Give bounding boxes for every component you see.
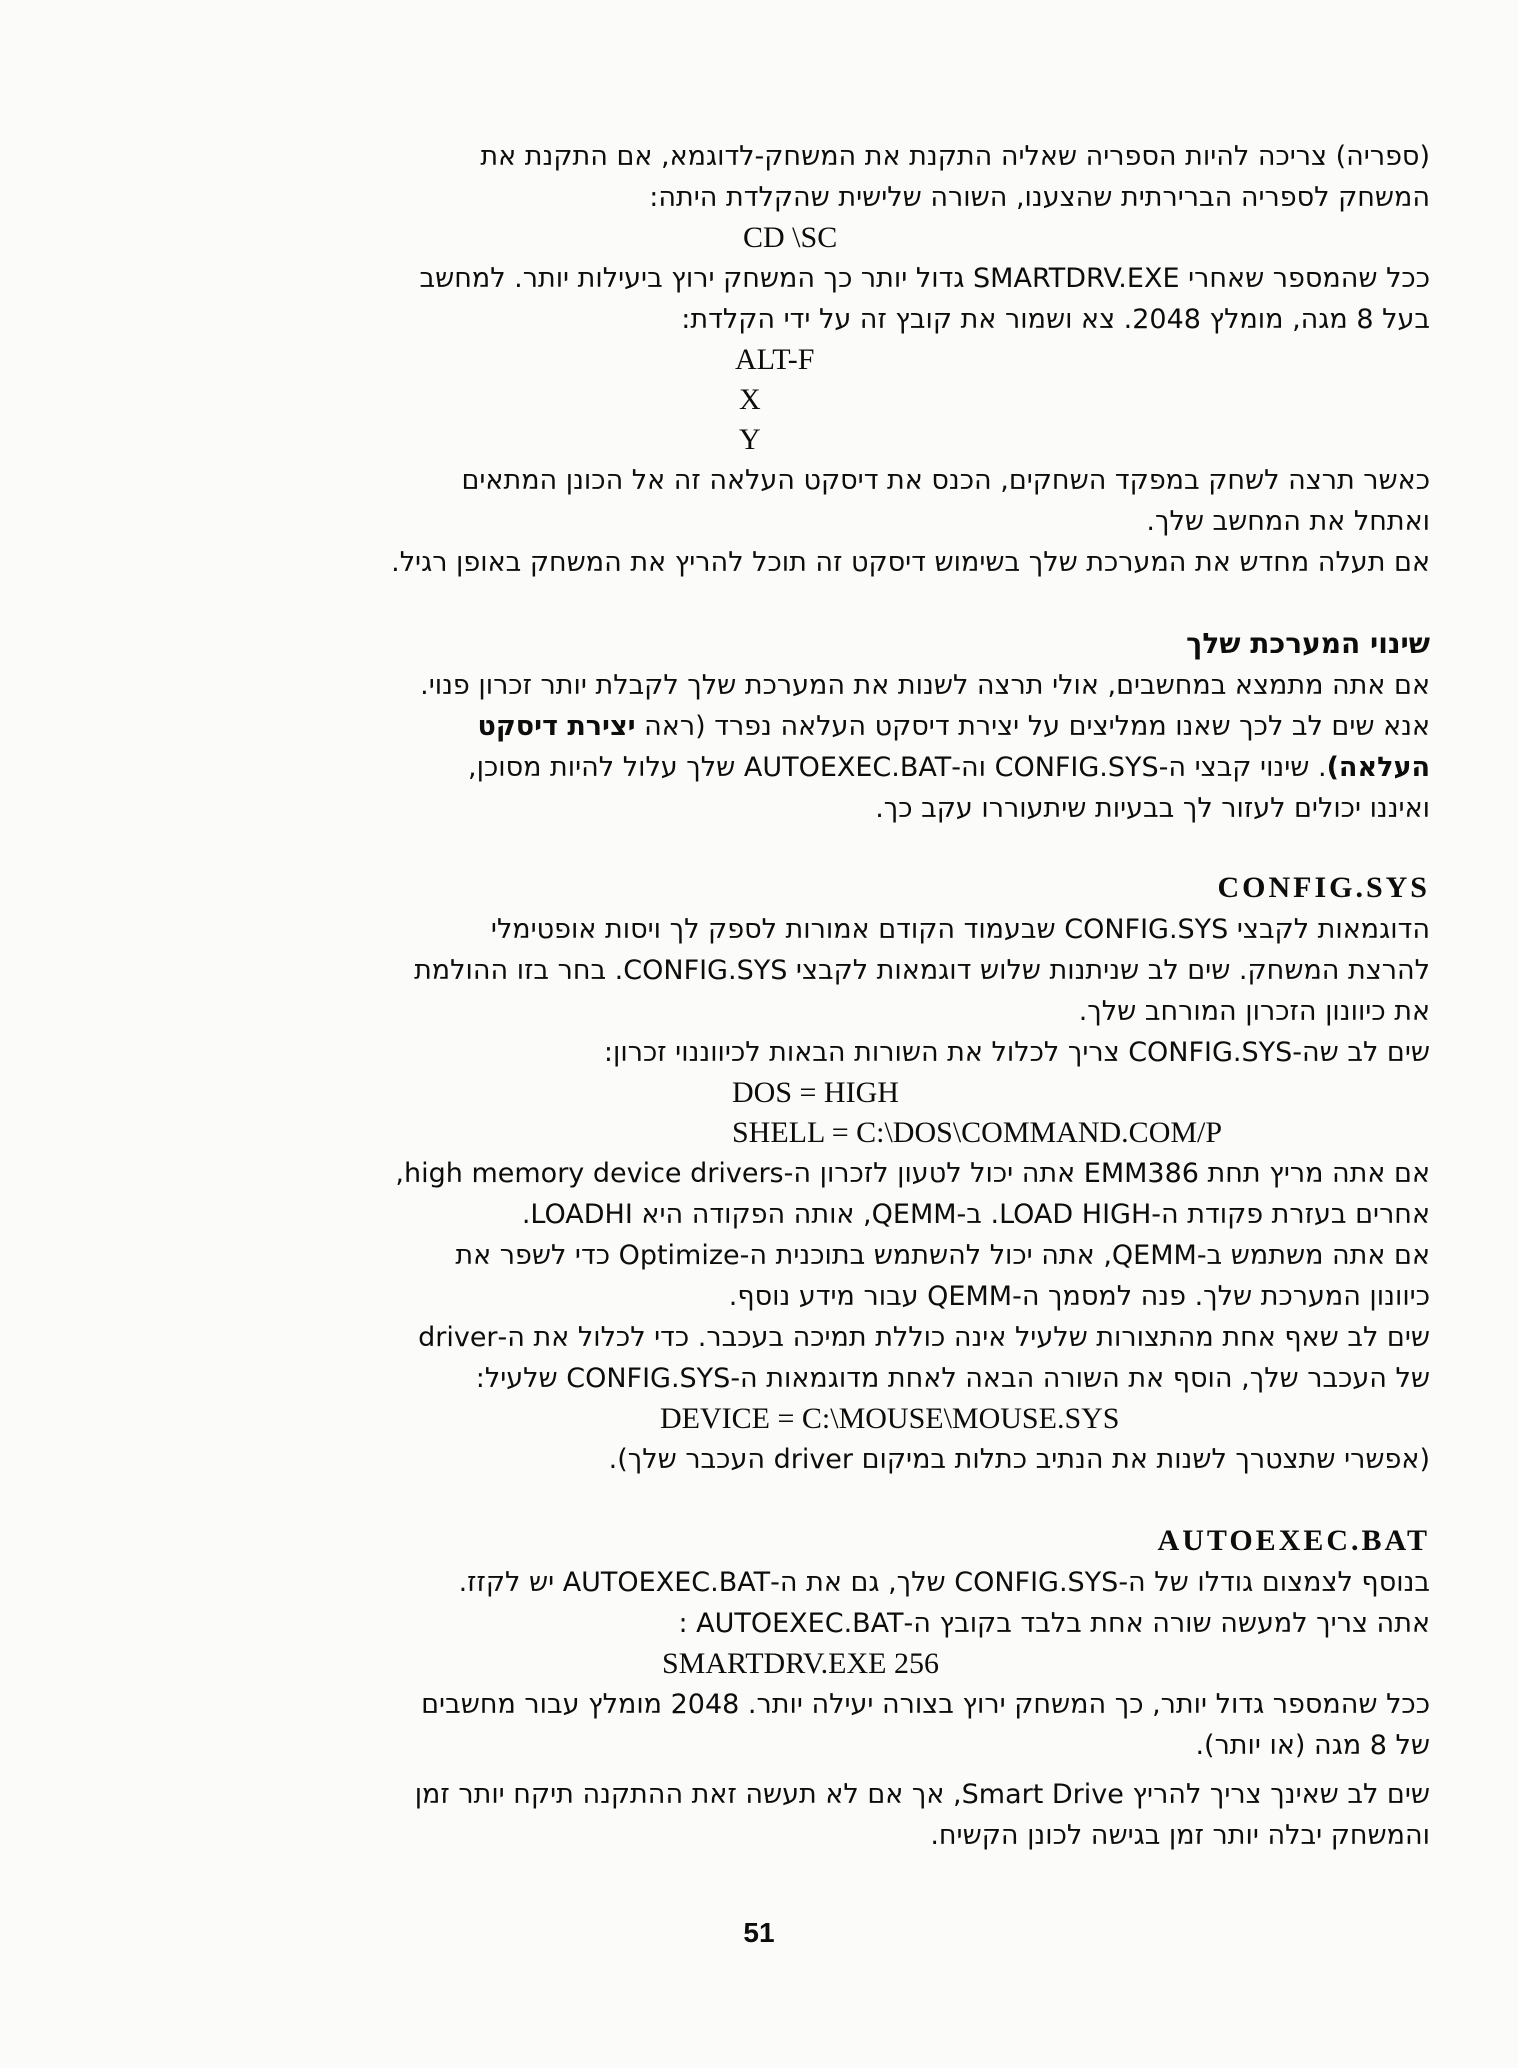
text-line: בעל 8 מגה, מומלץ 2048. צא ושמור את קובץ זה על ידי הקלדת: (681, 304, 1430, 335)
text-line: אחרים בעזרת פקודת ה-LOAD HIGH. ב-QEMM, אותה הפקודה היא LOADHI. (521, 1199, 1430, 1230)
text-line: להרצת המשחק. שים לב שניתנות שלוש דוגמאות לקבצי CONFIG.SYS. בחר בזו ההולמת (414, 955, 1430, 986)
paragraph-mouse-path (150, 1439, 1430, 1480)
paragraph-smartdrv-note (150, 258, 1430, 340)
text-span: . שינוי קבצי ה-CONFIG.SYS וה-AUTOEXEC.BAT שלך עלול להיות מסוכן, (468, 752, 1327, 783)
text-line: ואתחל את המחשב שלך. (1146, 506, 1430, 537)
section-heading-config-sys: CONFIG.SYS (1217, 871, 1430, 904)
paragraph-config-examples (150, 909, 1430, 1073)
text-line: את כיוונון הזכרון המורחב שלך. (1078, 996, 1430, 1027)
code-line-y: Y (739, 423, 761, 456)
paragraph-autoexec (150, 1562, 1430, 1644)
text-line: כיוונון המערכת שלך. פנה למסמך ה-QEMM עבור מידע נוסף. (728, 1281, 1430, 1312)
text-line: ככל שהמספר גדול יותר, כך המשחק ירוץ בצורה יעילה יותר. 2048 מומלץ עבור מחשבים (421, 1689, 1430, 1720)
text-line: המשחק לספריה הברירתית שהצענו, השורה שלישית שהקלדת היתה: (649, 182, 1430, 213)
code-line-alt-f: ALT-F (735, 343, 815, 376)
code-line-device-mouse: DEVICE = C:\MOUSE\MOUSE.SYS (660, 1402, 1120, 1435)
text-line: שים לב שאף אחת מהתצורות שלעיל אינה כוללת תמיכה בעכבר. כדי לכלול את ה-driver (418, 1322, 1430, 1353)
text-line: של העכבר שלך, הוסף את השורה הבאה לאחת מדוגמאות ה-CONFIG.SYS שלעיל: (475, 1363, 1430, 1394)
paragraph-boot-disk (150, 460, 1430, 583)
text-line: שים לב שאינך צריך להריץ Smart Drive, אך אם לא תעשה זאת ההתקנה תיקח יותר זמן (414, 1779, 1430, 1810)
paragraph-memory-loading (150, 1153, 1430, 1399)
bold-reference: העלאה) (1326, 752, 1430, 783)
text-line: של 8 מגה (או יותר). (1195, 1730, 1430, 1761)
code-line-dos-high: DOS = HIGH (732, 1076, 899, 1109)
paragraph-smartdrv-size (150, 1684, 1430, 1766)
text-line: אתה צריך למעשה שורה אחת בלבד בקובץ ה-AUTOEXEC.BAT : (678, 1608, 1430, 1639)
text-line: (ספריה) צריכה להיות הספריה שאליה התקנת את המשחק-לדוגמא, אם התקנת את (480, 141, 1430, 172)
text-line: כאשר תרצה לשחק במפקד השחקים, הכנס את דיסקט העלאה זה אל הכונן המתאים (461, 465, 1430, 496)
text-span: אנא שים לב לכך שאנו ממליצים על יצירת דיסקט העלאה נפרד (ראה (635, 711, 1430, 742)
text-line: שים לב שה-CONFIG.SYS צריך לכלול את השורות הבאות לכיווננוי זכרון: (603, 1037, 1430, 1068)
text-line: בנוסף לצמצום גודלו של ה-CONFIG.SYS שלך, גם את ה-AUTOEXEC.BAT יש לקזז. (458, 1567, 1430, 1598)
text-line: אם אתה מריץ תחת EMM386 אתה יכול לטעון לזכרון ה-high memory device drivers, (395, 1158, 1430, 1189)
text-line (150, 706, 1430, 747)
text-line: אם תעלה מחדש את המערכת שלך בשימוש דיסקט זה תוכל להריץ את המשחק באופן רגיל. (391, 547, 1430, 578)
page-number: 51 (743, 1917, 775, 1948)
code-line-shell: SHELL = C:\DOS\COMMAND.COM/P (732, 1116, 1223, 1149)
text-line: ככל שהמספר שאחרי SMARTDRV.EXE גדול יותר כך המשחק ירוץ ביעילות יותר. למחשב (419, 263, 1430, 294)
text-line: והמשחק יבלה יותר זמן בגישה לכונן הקשיח. (930, 1820, 1430, 1851)
page-body (150, 136, 1430, 1856)
text-line: הדוגמאות לקבצי CONFIG.SYS שבעמוד הקודם אמורות לספק לך ויסות אופטימלי (490, 914, 1430, 945)
text-line: אם אתה משתמש ב-QEMM, אתה יכול להשתמש בתוכנית ה-Optimize כדי לשפר את (455, 1240, 1430, 1271)
section-heading-autoexec-bat: AUTOEXEC.BAT (1157, 1524, 1430, 1557)
code-line-smartdrv: SMARTDRV.EXE 256 (662, 1647, 939, 1680)
section-heading-change-system: שינוי המערכת שלך (1186, 627, 1430, 660)
paragraph-directory-note (150, 136, 1430, 218)
text-line: אם אתה מתמצא במחשבים, אולי תרצה לשנות את המערכת שלך לקבלת יותר זכרון פנוי. (420, 670, 1430, 701)
paragraph-change-system (150, 665, 1430, 829)
bold-reference: יצירת דיסקט (477, 711, 636, 742)
code-line-x: X (739, 383, 761, 416)
text-line (150, 747, 1430, 788)
text-line: ואיננו יכולים לעזור לך בבעיות שיתעוררו עקב כך. (875, 793, 1430, 824)
code-line-cd: CD \SC (743, 221, 838, 254)
paragraph-smart-drive-note (150, 1774, 1430, 1856)
text-line: (אפשרי שתצטרך לשנות את הנתיב כתלות במיקום driver העכבר שלך). (608, 1444, 1430, 1475)
